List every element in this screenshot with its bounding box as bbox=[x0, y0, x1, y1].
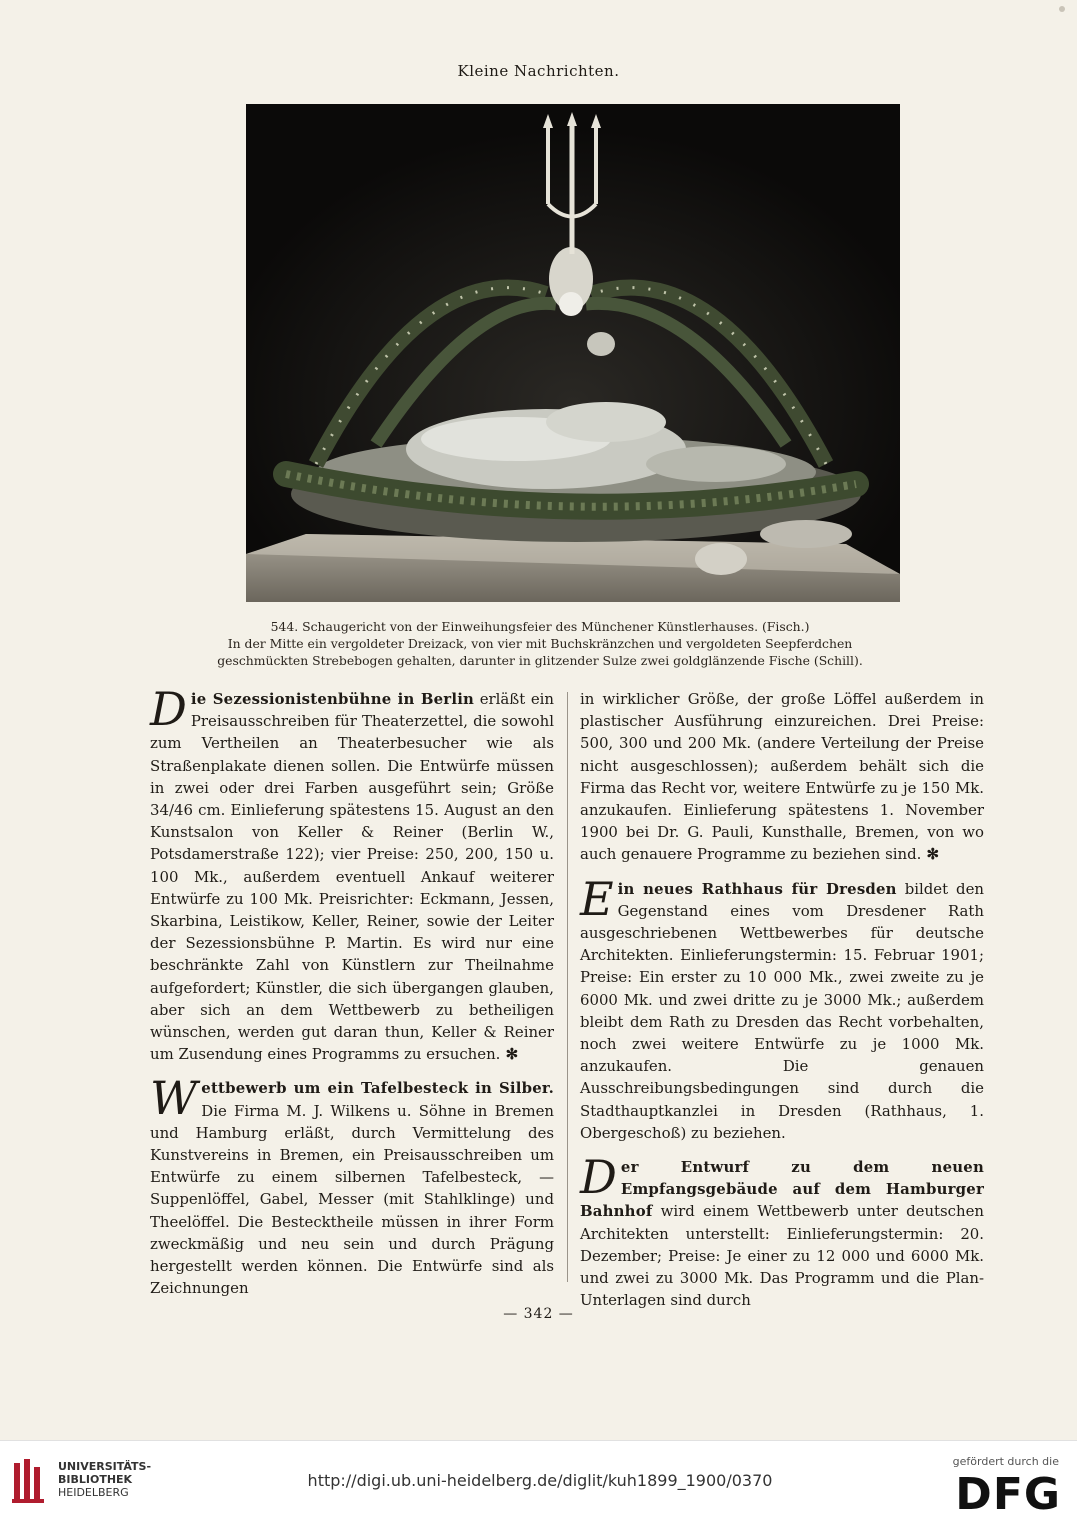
article-body: in wirklicher Größe, der große Löffel außerdem in plastischer Ausführung einzureichen. Drei Preise: 500, 300 und 200 Mk. (andere Verteilung der Preise nicht ausgeschlossen); außerdem behält sich die Firma das Recht vor, weitere Entwürfe zu je 150 Mk. anzukaufen. Einlieferung spätestens 1. November 1900 bei Dr. G. Pauli, Kunsthalle, Bremen, von wo auch genauere Programme zu beziehen sind. bbox=[580, 690, 984, 864]
left-column bbox=[150, 682, 554, 1311]
library-line: UNIVERSITÄTS- bbox=[58, 1460, 152, 1473]
end-mark: ✻ bbox=[500, 1045, 519, 1064]
university-library-logo-icon bbox=[10, 1457, 50, 1505]
figure-caption bbox=[160, 618, 920, 669]
caption-line: geschmückten Strebebogen gehalten, darunter in glitzender Sulze zwei goldglänzende Fische (Schill). bbox=[217, 653, 863, 668]
library-name bbox=[58, 1460, 151, 1499]
caption-line: 544. Schaugericht von der Einweihungsfeier des Münchener Künstlerhauses. (Fisch.) bbox=[270, 619, 810, 634]
viewer-footer bbox=[0, 1440, 1077, 1523]
column-rule bbox=[567, 692, 568, 1282]
library-line: BIBLIOTHEK bbox=[58, 1473, 133, 1486]
end-mark: ✻ bbox=[921, 845, 940, 864]
drop-cap: E bbox=[580, 871, 614, 926]
dfg-logo: DFG bbox=[955, 1469, 1061, 1520]
article-body: wird einem Wettbewerb unter deutschen Architekten unterstellt: Einlieferungstermin: 20. Dezember; Preise: Je einer zu 12 000 und 6000 Mk. und zwei zu 3000 Mk. Das Programm und die Plan-Unterlagen sind durch bbox=[580, 1202, 984, 1310]
article-lead: er Entwurf zu dem neuen Empfangsgebäude auf dem Hamburger Bahnhof bbox=[580, 1158, 984, 1221]
drop-cap: W bbox=[150, 1071, 198, 1126]
right-column bbox=[580, 688, 984, 1323]
article-tafelbesteck bbox=[150, 1071, 554, 1299]
library-line: HEIDELBERG bbox=[58, 1486, 129, 1499]
page-number: — 342 — bbox=[503, 1306, 574, 1322]
caption-line: In der Mitte ein vergoldeter Dreizack, von vier mit Buchskränzchen und vergoldeten Seepferdchen bbox=[227, 636, 853, 651]
centerpiece-photo-illustration bbox=[246, 104, 900, 602]
scan-dot bbox=[1059, 6, 1065, 12]
article-rathhaus-dresden bbox=[580, 871, 984, 1144]
sponsor-label: gefördert durch die bbox=[952, 1455, 1059, 1468]
article-lead: in neues Rathhaus für Dresden bbox=[617, 879, 897, 898]
permalink-url[interactable]: http://digi.ub.uni-heidelberg.de/diglit/kuh1899_1900/0370 bbox=[307, 1471, 773, 1490]
article-body: Die Firma M. J. Wilkens u. Söhne in Bremen und Hamburg erläßt, durch Vermittelung des Kunstvereins in Bremen, ein Preisausschreiben um Entwürfe zu einem silbernen Tafelbesteck, — Suppenlöffel, Gabel, Messer (mit Stahlklinge) und Theelöffel. Die Bestecktheile müssen in ihrer Form zweckmäßig und neu sein und durch Prägung hergestellt werden können. Die Entwürfe sind als Zeichnungen bbox=[150, 1101, 554, 1298]
article-lead: ie Sezessionistenbühne in Berlin bbox=[190, 690, 475, 708]
drop-cap: D bbox=[150, 682, 187, 736]
running-head: Kleine Nachrichten. bbox=[457, 62, 620, 80]
figure-photo bbox=[246, 104, 900, 602]
article-body: erläßt ein Preisausschreiben für Theaterzettel, die sowohl zum Vertheilen an Theaterbesucher wie als Straßenplakate dienen sollen. Die Entwürfe müssen in zwei oder drei Farben ausgeführt sein; Größe 34/46 cm. Einlieferung spätestens 15. August an den Kunstsalon von Keller & Reiner (Berlin W., Potsdamerstraße 122); vier Preise: 250, 200, 150 u. 100 Mk., außerdem eventuell Ankauf weiterer Entwürfe zu 100 Mk. Preisrichter: Eckmann, Jessen, Skarbina, Leistikow, Keller, Reiner, sowie der Leiter der Sezessionsbühne P. Martin. Es wird nur eine beschränkte Zahl von Künstlern zur Theilnahme aufgefordert; Künstler, die sich übergangen glauben, aber sich an dem Wettbewerb zu betheiligen wünschen, werden gut daran thun, Keller & Reiner um Zusendung eines Programms zu ersuchen. bbox=[150, 690, 554, 1064]
article-lead: ettbewerb um ein Tafelbesteck in Silber. bbox=[201, 1079, 554, 1098]
article-tafelbesteck-continued bbox=[580, 688, 984, 866]
article-hamburger-bahnhof bbox=[580, 1150, 984, 1311]
drop-cap: D bbox=[580, 1150, 617, 1205]
article-sezessionsbuehne bbox=[150, 682, 554, 1065]
article-body: bildet den Gegenstand eines vom Dresdener Rath ausgeschriebenen Wettbewerbes für deutsche Architekten. Einlieferungstermin: 15. Februar 1901; Preise: Ein erster zu 10 000 Mk., zwei zweite zu je 6000 Mk. und zwei dritte zu je 3000 Mk.; außerdem bleibt dem Rath zu Dresden das Recht vorbehalten, noch zwei weitere Entwürfe zu je 1000 Mk. anzukaufen. Die genauen Ausschreibungsbedingungen sind durch die Stadthauptkanzlei in Dresden (Rathhaus, 1. Obergeschoß) zu beziehen. bbox=[580, 879, 984, 1142]
